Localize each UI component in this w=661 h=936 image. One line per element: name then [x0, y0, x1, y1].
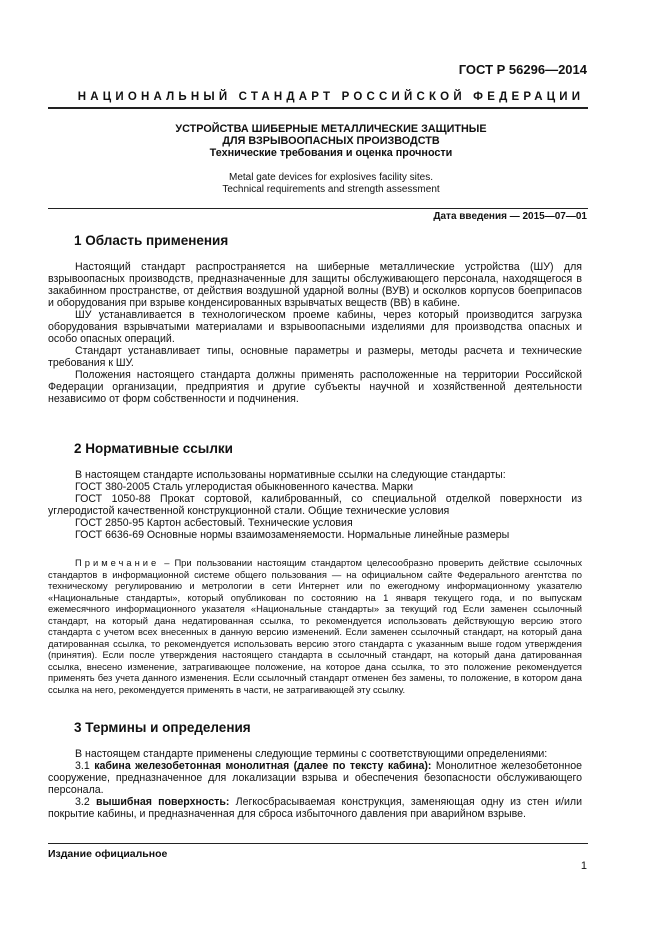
- title-english-line-1: Metal gate devices for explosives facility sites.: [229, 172, 433, 183]
- section-3-intro: В настоящем стандарте применены следующие термины с соответствующими определениями:: [75, 748, 548, 760]
- page-number: 1: [580, 860, 587, 872]
- reference-item: ГОСТ 2850-95 Картон асбестовый. Технические условия: [75, 517, 353, 529]
- section-3-heading: 3 Термины и определения: [74, 720, 251, 735]
- document-title: [74, 123, 588, 196]
- term-number: 3.1: [75, 760, 90, 772]
- title-line-2: ДЛЯ ВЗРЫВООПАСНЫХ ПРОИЗВОДСТВ: [222, 135, 440, 147]
- note-text: – При пользовании настоящим стандартом целесообразно проверить действие ссылочных стандартов в информационной системе общего пользования — на официальном сайте Федерального агентства по техническому регулированию и метрологии в сети Интернет или по ежегодному информационному указателю «Национальные стандарты», который опубликован по состоянию на 1 января текущего года, и по выпускам ежемесячного информационного указателя «Национальные стандарты» за текущий год Если заменен ссылочный стандарт, на который дана недатированная ссылка, то рекомендуется использовать действующую версию этого стандарта с учетом всех внесенных в данную версию изменений. Если заменен ссылочный стандарт, на который дана датированная ссылка, то рекомендуется использовать версию этого стандарта с указанным выше годом утверждения (принятия). Если после утверждения настоящего стандарта в ссылочный стандарт, на который дана датированная ссылка, внесено изменение, затрагивающее положение, на которое дана ссылка, то это положение рекомендуется применять без учета данного изменения. Если ссылочный стандарт отменен без замены, то положение, в котором дана ссылка на него, рекомендуется применять в части, не затрагивающей эту ссылку.: [48, 557, 583, 695]
- term-3-2: [48, 796, 582, 820]
- section-1-paragraph: Положения настоящего стандарта должны применять расположенные на территории Российской Федерации организации, предприятия и другие субъекты научной и хозяйственной деятельности независимо от форм собственности и подчинения.: [48, 369, 582, 405]
- section-1-paragraph: ШУ устанавливается в технологическом проеме кабины, через который производится загрузка оборудования взрывчатыми материалами и взрывоопасными изделиями для производства опасных и особо опасных операций.: [48, 309, 582, 345]
- section-1-paragraph: Стандарт устанавливает типы, основные параметры и размеры, методы расчета и технические требования к ШУ.: [48, 345, 582, 369]
- footer-divider: [48, 843, 588, 844]
- term-number: 3.2: [75, 796, 90, 808]
- title-english-line-2: Technical requirements and strength assessment: [222, 184, 440, 195]
- section-1-heading: 1 Область применения: [74, 233, 229, 248]
- title-subtitle: Технические требования и оценка прочности: [209, 147, 453, 159]
- introduction-date: Дата введения — 2015—07—01: [433, 211, 587, 222]
- term-name: кабина железобетонная монолитная (далее по тексту кабина):: [94, 760, 432, 772]
- section-2-note: [48, 557, 582, 695]
- section-2-heading: 2 Нормативные ссылки: [74, 441, 233, 456]
- term-definition: Легкосбрасываемая конструкция, заменяющая одну из стен и/или покрытие кабины, и предназначенная для сброса избыточного давления при аварийном взрыве.: [48, 796, 583, 820]
- note-label: Примечание: [75, 557, 160, 568]
- section-2-intro: В настоящем стандарте использованы нормативные ссылки на следующие стандарты:: [75, 469, 506, 481]
- standard-code: ГОСТ Р 56296—2014: [458, 62, 587, 77]
- term-name: вышибная поверхность:: [96, 796, 230, 808]
- reference-item: ГОСТ 1050-88 Прокат сортовой, калиброванный, со специальной отделкой поверхности из углеродистой качественной конструкционной стали. Общие технические условия: [48, 493, 582, 517]
- term-definition: Монолитное железобетонное сооружение, предназначенное для локализации взрыва и обеспечения безопасности обслуживающего персонала.: [48, 760, 582, 796]
- reference-item: ГОСТ 380-2005 Сталь углеродистая обыкновенного качества. Марки: [75, 481, 414, 493]
- official-edition-label: Издание официальное: [48, 848, 168, 860]
- section-1-body: [48, 261, 582, 405]
- section-3-body: [48, 748, 582, 820]
- title-line-1: УСТРОЙСТВА ШИБЕРНЫЕ МЕТАЛЛИЧЕСКИЕ ЗАЩИТНЫЕ: [175, 123, 487, 135]
- reference-item: ГОСТ 6636-69 Основные нормы взаимозаменяемости. Нормальные линейные размеры: [75, 529, 510, 541]
- section-2-body: [48, 469, 582, 541]
- section-1-paragraph: Настоящий стандарт распространяется на шиберные металлические устройства (ШУ) для взрывоопасных производств, предназначенные для защиты обслуживающего персонала, находящегося в закабинном пространстве, от действия воздушной ударной волны (ВУВ) и осколков корпусов боеприпасов и оборудования при взрыве конденсированных взрывчатых веществ (ВВ) в кабине.: [48, 261, 582, 309]
- date-divider: [48, 208, 588, 209]
- term-3-1: [48, 760, 582, 796]
- national-standard-banner: НАЦИОНАЛЬНЫЙ СТАНДАРТ РОССИЙСКОЙ ФЕДЕРАЦИИ: [77, 91, 585, 103]
- top-divider: [48, 107, 588, 109]
